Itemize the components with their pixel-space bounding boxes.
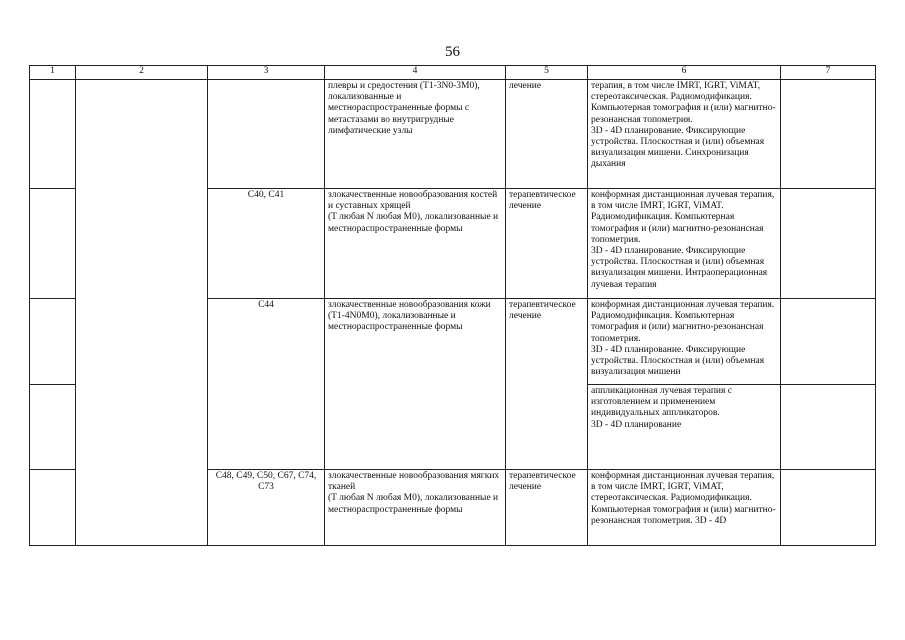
col1-cell (30, 385, 76, 470)
column-header-7: 7 (781, 66, 876, 80)
col7-cell (781, 385, 876, 470)
column-header-6: 6 (588, 66, 781, 80)
method-cell: аппликационная лучевая терапия с изготовлением и применением индивидуальных аппликаторов. 3D - 4D планирование (588, 385, 781, 470)
col1-cell (30, 189, 76, 299)
page-number: 56 (445, 44, 460, 60)
column-header-3: 3 (208, 66, 325, 80)
treatment-type-cell: терапевтическое лечение (506, 189, 588, 299)
table-row (30, 80, 876, 189)
icd-codes-cell: C48, C49, C50, C67, C74, C73 (208, 470, 325, 546)
method-cell: конформная дистанционная лучевая терапия, в том числе IMRT, IGRT, ViMAT. Радиомодификация. Компьютерная томография и (или) магнитно-резонансная топометрия. 3D - 4D планирование. Фиксирующие устройства. Плоскостная и (или) объемная визуализация мишени. Интраоперационная лучевая терапия (588, 189, 781, 299)
col7-cell (781, 80, 876, 189)
col1-cell (30, 470, 76, 546)
diagnosis-cell: злокачественные новообразования кожи (T1-4N0M0), локализованные и местнораспространенные формы (325, 299, 506, 470)
col1-cell (30, 80, 76, 189)
col7-cell (781, 189, 876, 299)
icd-codes-cell: C40, C41 (208, 189, 325, 299)
column-header-1: 1 (30, 66, 76, 80)
column-header-4: 4 (325, 66, 506, 80)
treatment-type-cell: терапевтическое лечение (506, 299, 588, 470)
header-row (30, 66, 876, 80)
diagnosis-cell: плевры и средостения (T1-3N0-3M0), локализованные и местнораспространенные формы с метастазами во внутригрудные лимфатические узлы (325, 80, 506, 189)
column-header-5: 5 (506, 66, 588, 80)
col7-cell (781, 470, 876, 546)
diagnosis-cell: злокачественные новообразования мягких тканей (T любая N любая M0), локализованные и местнораспространенные формы (325, 470, 506, 546)
icd-codes-cell (208, 80, 325, 189)
treatment-type-cell: терапевтическое лечение (506, 470, 588, 546)
col7-cell (781, 299, 876, 385)
col1-cell (30, 299, 76, 385)
diagnosis-cell: злокачественные новообразования костей и суставных хрящей (T любая N любая M0), локализованные и местнораспространенные формы (325, 189, 506, 299)
treatment-type-cell: лечение (506, 80, 588, 189)
treatment-table (29, 65, 876, 546)
col2-merged-cell (76, 80, 208, 546)
method-cell: конформная дистанционная лучевая терапия, в том числе IMRT, IGRT, ViMAT, стереотаксическая. Радиомодификация. Компьютерная томография и (или) магнитно-резонансная топометрия. 3D - 4D (588, 470, 781, 546)
method-cell: конформная дистанционная лучевая терапия. Радиомодификация. Компьютерная томография и (или) магнитно-резонансная топометрия. 3D - 4D планирование. Фиксирующие устройства. Плоскостная и (или) объемная визуализация мишени (588, 299, 781, 385)
icd-codes-cell: C44 (208, 299, 325, 470)
method-cell: терапия, в том числе IMRT, IGRT, ViMAT, стереотаксическая. Радиомодификация. Компьютерная томография и (или) магнитно-резонансная топометрия. 3D - 4D планирование. Фиксирующие устройства. Плоскостная и (или) объемная визуализация мишени. Синхронизация дыхания (588, 80, 781, 189)
column-header-2: 2 (76, 66, 208, 80)
